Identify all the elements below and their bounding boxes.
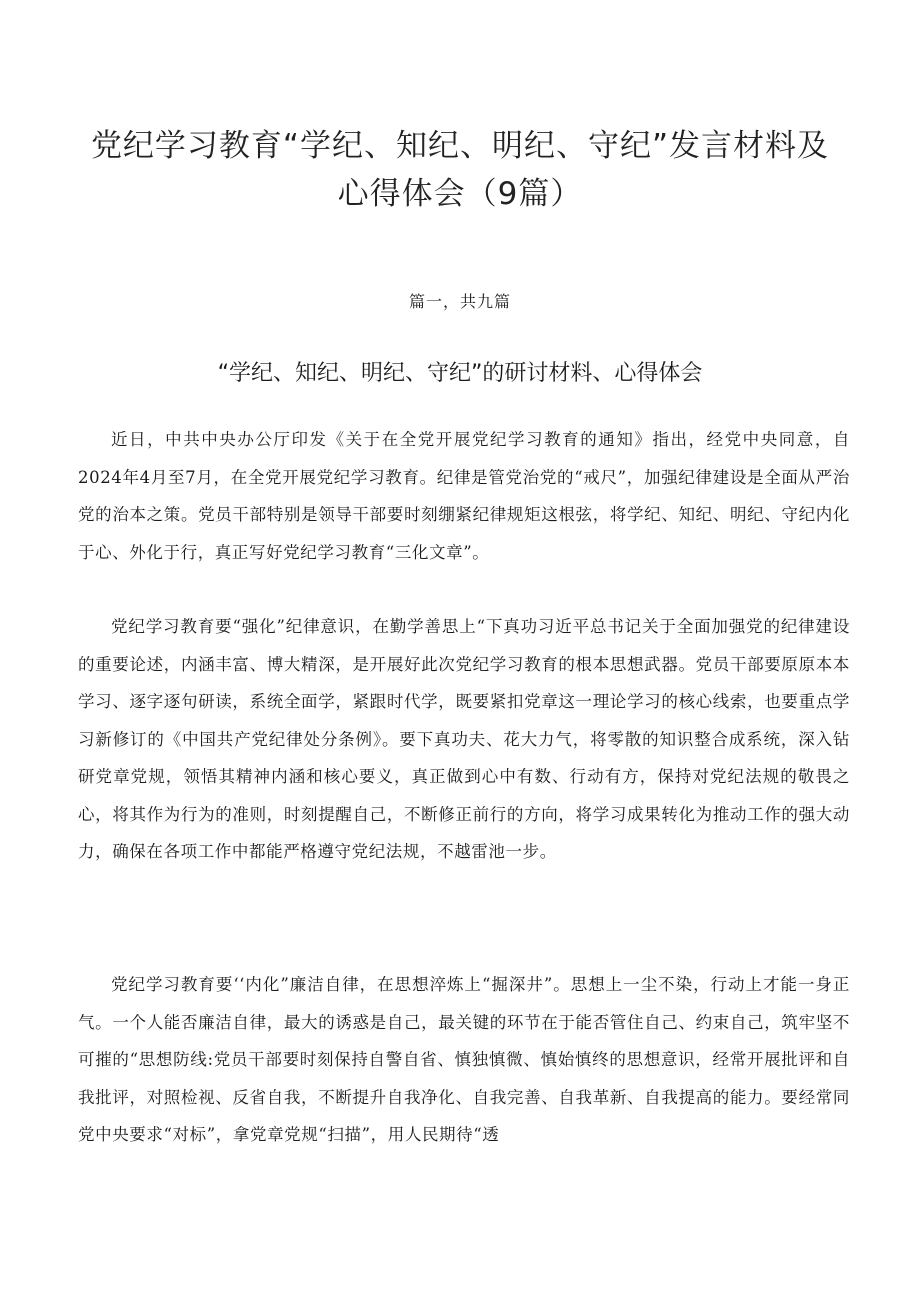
body-paragraph: 党纪学习教育要“强化”纪律意识，在勤学善思上“下真功习近平总书记关于全面加强党的纪律建设的重要论述，内涵丰富、博大精深，是开展好此次党纪学习教育的根本思想武器。党员干部要原原本本学习、逐字逐句研读，系统全面学，紧跟时代学，既要紧扣党章这一理论学习的核心线索，也要重点学习新修订的《中国共产党纪律处分条例》。要下真功夫、花大力气，将零散的知识整合成系统，深入钻研党章党规，领悟其精神内涵和核心要义，真正做到心中有数、行动有方，保持对党纪法规的敬畏之心，将其作为行为的准则，时刻提醒自己，不断修正前行的方向，将学习成果转化为推动工作的强大动力，确保在各项工作中都能严格遵守党纪法规，不越雷池一步。: [78, 617, 850, 861]
section-heading: “学纪、知纪、明纪、守纪”的研讨材料、心得体会: [217, 361, 703, 386]
document-title: 党纪学习教育“学纪、知纪、明纪、守纪”发言材料及心得体会（9篇）: [90, 128, 830, 212]
section-label: 篇一，共九篇: [408, 292, 511, 311]
body-paragraph: 党纪学习教育要‘‘内化”廉洁自律，在思想淬炼上“掘深井”。思想上一尘不染，行动上才能一身正气。一个人能否廉洁自律，最大的诱惑是自己，最关键的环节在于能否管住自己、约束自己，筑牢坚不可摧的“思想防线:党员干部要时刻保持自警自省、慎独慎微、慎始慎终的思想意识，经常开展批评和自我批评，对照检视、反省自我，不断提升自我净化、自我完善、自我革新、自我提高的能力。要经常同党中央要求“对标”，拿党章党规“扫描”，用人民期待“透: [78, 975, 850, 1144]
body-paragraph: 近日，中共中央办公厅印发《关于在全党开展党纪学习教育的通知》指出，经党中央同意，自2024年4月至7月，在全党开展党纪学习教育。纪律是管党治党的“戒尺”，加强纪律建设是全面从严治党的治本之策。党员干部特别是领导干部要时刻绷紧纪律规矩这根弦，将学纪、知纪、明纪、守纪内化于心、外化于行，真正写好党纪学习教育“三化文章”。: [78, 430, 850, 562]
